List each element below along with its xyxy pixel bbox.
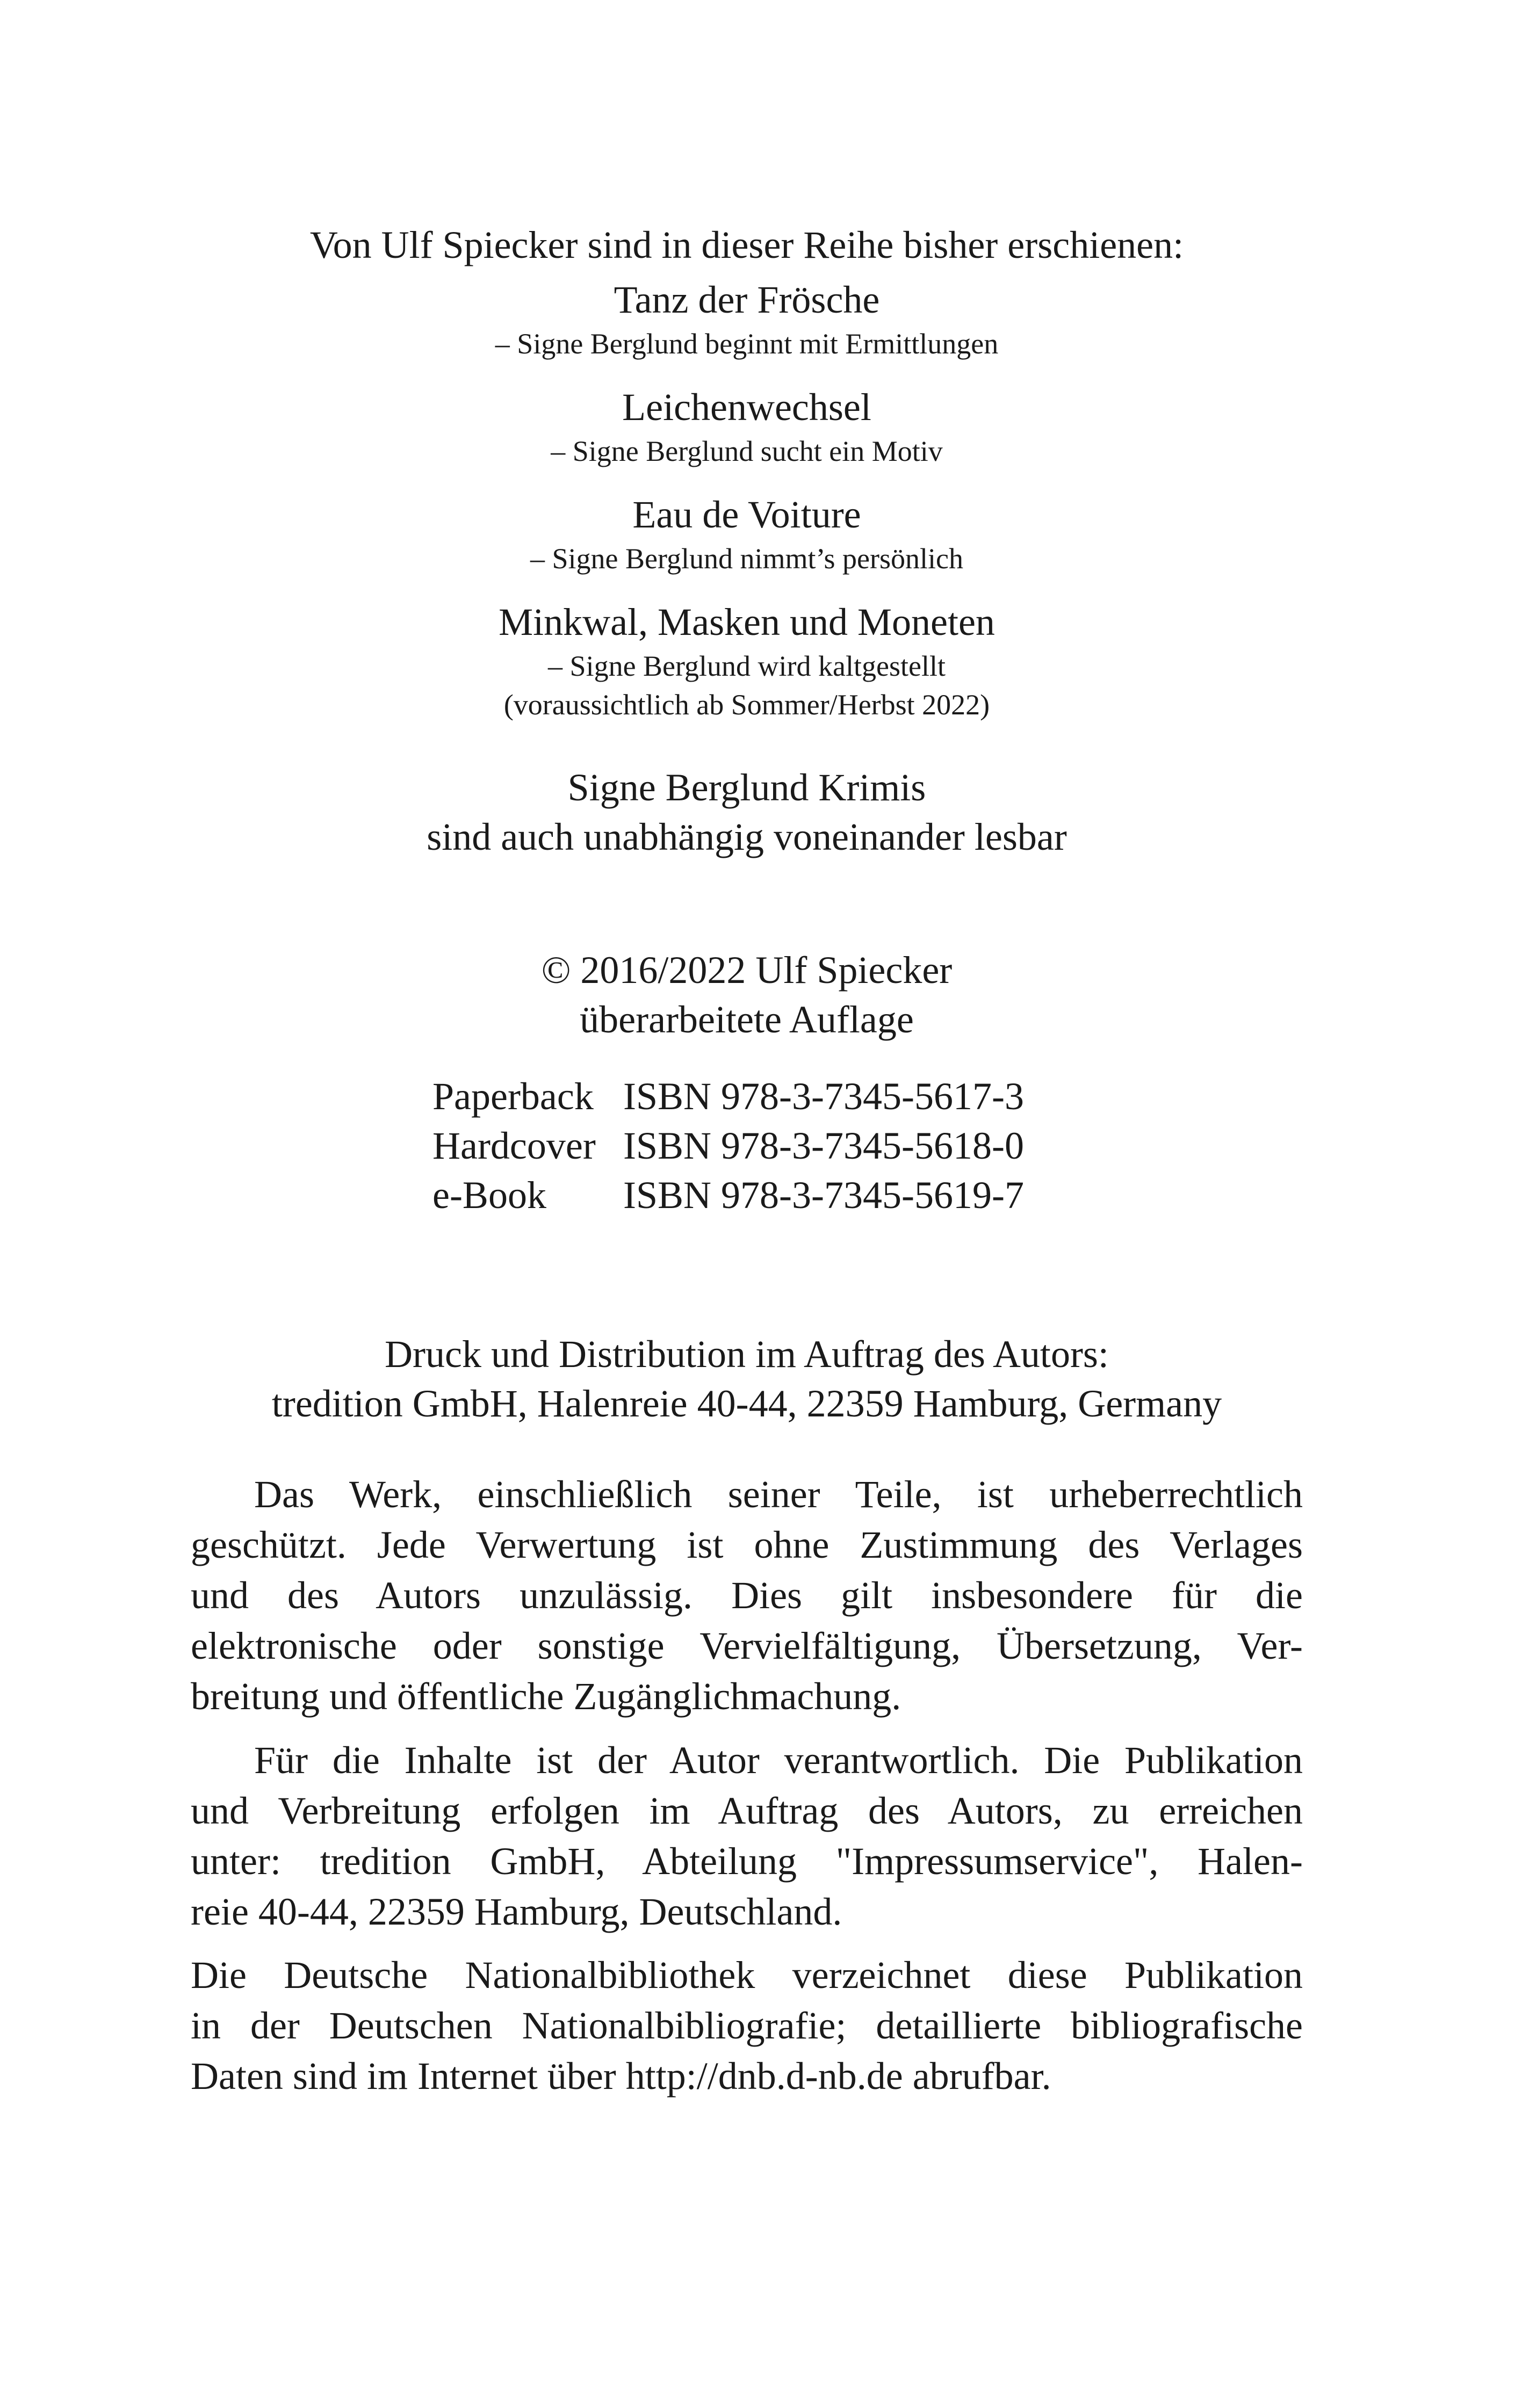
isbn-format: Paperback <box>432 1075 594 1118</box>
paragraph-line: breitung und öffentliche Zugänglichmachung. <box>191 1675 901 1718</box>
paragraph-line: unter: tredition GmbH, Abteilung "Impressumservice", Halen- <box>191 1840 1303 1883</box>
paragraph-line: Für die Inhalte ist der Autor verantwortlich. Die Publikation <box>254 1739 1303 1782</box>
book-title: Leichenwechsel <box>622 386 871 429</box>
publisher-line-1: Druck und Distribution im Auftrag des Autors: <box>385 1333 1109 1376</box>
isbn-list <box>432 1072 1131 1220</box>
isbn-number: ISBN 978-3-7345-5619-7 <box>623 1174 1024 1217</box>
series-book-1 <box>191 275 1303 363</box>
publisher-info <box>191 1329 1303 1428</box>
paragraph-line: in der Deutschen Nationalbibliografie; detaillierte bibliografische <box>191 2004 1303 2047</box>
publisher-line-2: tredition GmbH, Halenreie 40-44, 22359 Hamburg, Germany <box>271 1382 1222 1425</box>
book-subtitle: – Signe Berglund beginnt mit Ermittlungen <box>495 328 999 360</box>
series-book-2 <box>191 382 1303 471</box>
responsibility-paragraph <box>191 1735 1303 1937</box>
book-title: Tanz der Frösche <box>614 278 880 321</box>
note-line-2: sind auch unabhängig voneinander lesbar <box>427 815 1067 858</box>
series-book-4 <box>191 597 1303 724</box>
isbn-row-hardcover <box>432 1121 1131 1170</box>
isbn-row-ebook <box>432 1170 1131 1220</box>
copyright-notice <box>191 945 1303 1044</box>
paragraph-line: und des Autors unzulässig. Dies gilt insbesondere für die <box>191 1574 1303 1617</box>
isbn-format: Hardcover <box>432 1124 596 1167</box>
book-release-note: (voraussichtlich ab Sommer/Herbst 2022) <box>503 689 990 721</box>
paragraph-line: Die Deutsche Nationalbibliothek verzeichnet diese Publikation <box>191 1954 1303 1997</box>
paragraph-line: Daten sind im Internet über http://dnb.d-nb.de abrufbar. <box>191 2055 1051 2098</box>
series-list <box>191 220 1303 724</box>
book-subtitle: – Signe Berglund wird kaltgestellt <box>548 650 946 682</box>
series-book-3 <box>191 490 1303 578</box>
isbn-row-paperback <box>432 1072 1131 1121</box>
isbn-number: ISBN 978-3-7345-5617-3 <box>623 1075 1024 1118</box>
paragraph-line: und Verbreitung erfolgen im Auftrag des Autors, zu erreichen <box>191 1789 1303 1832</box>
book-title: Minkwal, Masken und Moneten <box>499 601 995 643</box>
dnb-paragraph <box>191 1950 1303 2101</box>
independence-note <box>191 763 1303 862</box>
rights-paragraph <box>191 1469 1303 1722</box>
paragraph-line: geschützt. Jede Verwertung ist ohne Zustimmung des Verlages <box>191 1523 1303 1566</box>
series-intro: Von Ulf Spiecker sind in dieser Reihe bisher erschienen: <box>309 223 1184 266</box>
isbn-number: ISBN 978-3-7345-5618-0 <box>623 1124 1024 1167</box>
book-subtitle: – Signe Berglund nimmt’s persönlich <box>530 543 963 575</box>
edition-line: überarbeitete Auflage <box>580 998 914 1041</box>
paragraph-line: reie 40-44, 22359 Hamburg, Deutschland. <box>191 1890 842 1933</box>
paragraph-line: Das Werk, einschließlich seiner Teile, ist urheberrechtlich <box>254 1473 1303 1516</box>
note-line-1: Signe Berglund Krimis <box>567 766 926 809</box>
book-title: Eau de Voiture <box>632 493 861 536</box>
book-subtitle: – Signe Berglund sucht ein Motiv <box>551 435 943 467</box>
paragraph-line: elektronische oder sonstige Vervielfältigung, Übersetzung, Ver- <box>191 1624 1303 1667</box>
copyright-line: © 2016/2022 Ulf Spiecker <box>541 949 953 992</box>
isbn-format: e-Book <box>432 1174 546 1217</box>
